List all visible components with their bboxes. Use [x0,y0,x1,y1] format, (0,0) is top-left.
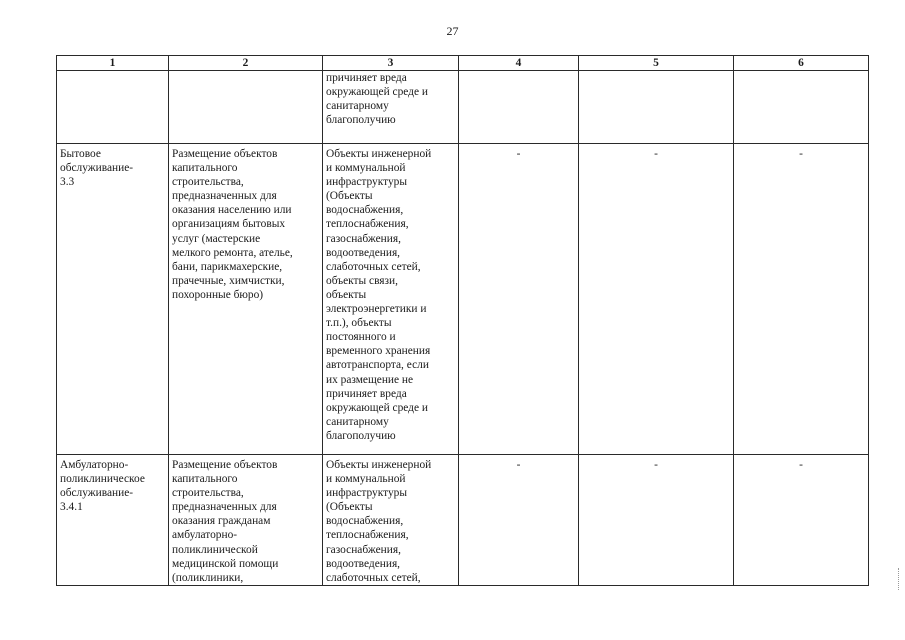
text-line: услуг (мастерские [172,232,261,245]
text-line: водоотведения, [326,557,401,570]
text-line: причиняет вреда [326,387,407,400]
text-line: благополучию [326,114,396,127]
header-col-3: 3 [323,56,459,71]
text-line: слаботочных сетей, [326,260,421,273]
text-line: инфраструктуры [326,487,407,500]
header-col-1: 1 [57,56,169,71]
text-line: прачечные, химчистки, [172,274,285,287]
header-col-5: 5 [579,56,734,71]
text-line: медицинской помощи [172,557,279,570]
header-col-2: 2 [169,56,323,71]
text-line: Объекты инженерной [326,459,432,471]
header-col-6: 6 [734,56,869,71]
text-line: обслуживание- [60,487,134,500]
text-line: капитального [172,162,238,175]
text-line: водоснабжения, [326,204,404,217]
cell-use-name [57,144,169,455]
text-line: временного хранения [326,345,431,358]
text-line: предназначенных для [172,190,277,203]
text-line: Амбулаторно- [60,459,129,471]
text-line: окружающей среде и [326,401,428,414]
cell-col-6: - [734,455,869,586]
text-line: бани, парикмахерские, [172,260,283,273]
text-line: обслуживание- [60,162,134,175]
page-number: 27 [446,24,459,38]
cell-auxiliary-use [323,144,459,455]
text-line: строительства, [172,487,244,500]
text-line: Размещение объектов [172,148,278,160]
text-line: капитального [172,473,238,486]
text-line: и коммунальной [326,473,406,486]
cell-col-6 [734,71,869,144]
text-line: теплоснабжения, [326,218,409,231]
text-line: поликлиническое [60,473,145,486]
text-line: Бытовое [60,148,101,160]
text-line: газоснабжения, [326,543,401,556]
header-row [57,56,869,71]
text-line: амбулаторно- [172,529,238,542]
text-line: санитарному [326,415,389,428]
text-line: теплоснабжения, [326,529,409,542]
text-line: автотранспорта, если [326,359,429,372]
text-line: постоянного и [326,331,396,344]
text-line: их размещение не [326,373,414,386]
text-line: 3.3 [60,176,75,189]
cell-col-6: - [734,144,869,455]
text-line: объекты [326,288,367,301]
text-line: (Объекты [326,501,373,514]
cell-use-description [169,71,323,144]
text-line: водоснабжения, [326,515,404,528]
text-line: объекты связи, [326,274,398,287]
text-line: 3.4.1 [60,501,83,514]
cell-auxiliary-use [323,71,459,144]
text-line: инфраструктуры [326,176,407,189]
text-line: (Объекты [326,190,373,203]
cell-col-5: - [579,455,734,586]
text-line: санитарному [326,100,389,113]
text-line: и коммунальной [326,162,406,175]
cell-use-description [169,144,323,455]
zoning-table [56,55,869,586]
text-line: Размещение объектов [172,459,278,471]
scan-margin-mark [898,568,901,590]
text-line: строительства, [172,176,244,189]
text-line: (поликлиники, [172,571,244,584]
cell-col-4: - [459,144,579,455]
cell-col-4 [459,71,579,144]
text-line: газоснабжения, [326,232,401,245]
cell-use-description [169,455,323,586]
text-line: поликлинической [172,543,258,556]
text-line: слаботочных сетей, [326,571,421,584]
cell-use-name [57,455,169,586]
cell-use-name [57,71,169,144]
text-line: водоотведения, [326,246,401,259]
text-line: похоронные бюро) [172,288,264,301]
cell-col-5: - [579,144,734,455]
cell-col-5 [579,71,734,144]
text-line: Объекты инженерной [326,148,432,160]
text-line: причиняет вреда [326,72,407,84]
table-row [57,455,869,586]
text-line: организациям бытовых [172,218,286,231]
text-line: благополучию [326,429,396,442]
text-line: т.п.), объекты [326,317,392,330]
text-line: электроэнергетики и [326,303,427,316]
text-line: оказания гражданам [172,515,271,528]
table-row [57,71,869,144]
text-line: оказания населению или [172,204,292,217]
table-row [57,144,869,455]
cell-auxiliary-use [323,455,459,586]
text-line: предназначенных для [172,501,277,514]
cell-col-4: - [459,455,579,586]
text-line: мелкого ремонта, ателье, [172,246,293,259]
text-line: окружающей среде и [326,86,428,99]
header-col-4: 4 [459,56,579,71]
